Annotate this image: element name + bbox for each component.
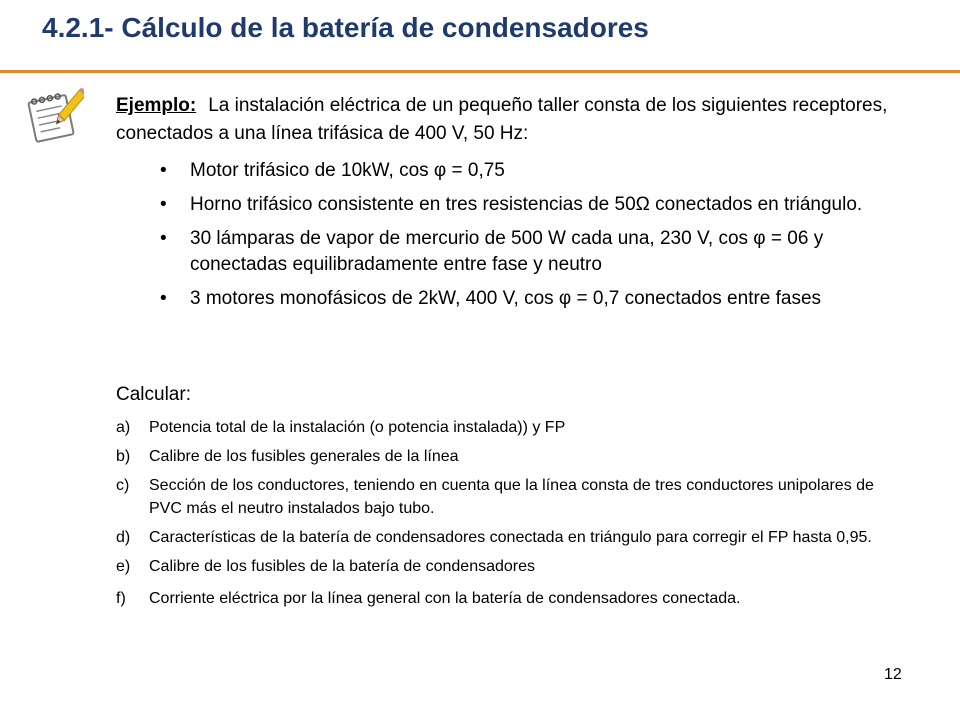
step-letter: d) [116, 529, 131, 546]
list-item [160, 158, 910, 184]
step-letter: e) [116, 558, 131, 575]
bullet-dot: • [160, 288, 167, 309]
step-item [116, 474, 896, 520]
slide-title: 4.2.1- Cálculo de la batería de condensadores [42, 12, 649, 43]
list-item [160, 286, 910, 312]
intro-text: La instalación eléctrica de un pequeño taller consta de los siguientes receptores, conectados a una línea trifásica de 400 V, 50 Hz: [116, 95, 888, 144]
example-label: Ejemplo: [116, 95, 197, 116]
list-item-text: Horno trifásico consistente en tres resistencias de 50Ω conectados en triángulo. [190, 194, 863, 215]
step-item [116, 584, 896, 614]
step-item [116, 526, 896, 549]
list-item-text: 3 motores monofásicos de 2kW, 400 V, cos φ = 0,7 conectados entre fases [190, 288, 822, 309]
list-item [160, 192, 910, 218]
step-text: Corriente eléctrica por la línea general con la batería de condensadores conectada. [149, 590, 741, 607]
step-letter: a) [116, 419, 131, 436]
bullet-dot: • [160, 228, 167, 249]
step-text: Calibre de los fusibles generales de la línea [149, 448, 459, 465]
step-item [116, 416, 896, 439]
notepad-pencil-icon [22, 84, 84, 146]
calculation-steps [116, 416, 896, 620]
receptor-list [160, 158, 910, 320]
bullet-dot: • [160, 160, 167, 181]
step-text: Características de la batería de condensadores conectada en triángulo para corregir el FP hasta 0,95. [149, 529, 872, 546]
list-item-text: 30 lámparas de vapor de mercurio de 500 W cada una, 230 V, cos φ = 06 y conectadas equilibradamente entre fase y neutro [190, 228, 824, 275]
title-divider [0, 70, 960, 73]
step-letter: f) [116, 590, 126, 607]
page-number: 12 [884, 666, 902, 683]
step-letter: c) [116, 477, 130, 494]
step-text: Potencia total de la instalación (o potencia instalada)) y FP [149, 419, 566, 436]
step-item [116, 555, 896, 578]
calculate-label: Calcular: [116, 384, 191, 405]
step-text: Sección de los conductores, teniendo en cuenta que la línea consta de tres conductores unipolares de PVC más el neutro instalados bajo tubo. [149, 477, 874, 517]
step-letter: b) [116, 448, 131, 465]
step-text: Calibre de los fusibles de la batería de condensadores [149, 558, 536, 575]
step-item [116, 445, 896, 468]
bullet-dot: • [160, 194, 167, 215]
list-item [160, 226, 910, 278]
intro-paragraph [116, 92, 906, 148]
list-item-text: Motor trifásico de 10kW, cos φ = 0,75 [190, 160, 505, 181]
